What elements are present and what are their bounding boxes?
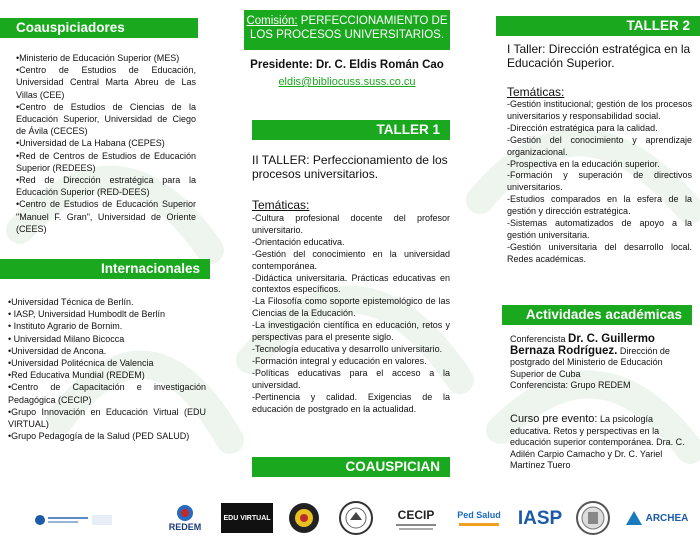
conferencista-name: Dr. C. Guillermo Bernaza Rodríguez. — [510, 333, 655, 357]
list-item: •Universidad de Ancona. — [8, 345, 107, 356]
list-item: -Gestión universitaria del desarrollo local. Redes académicas. — [507, 241, 692, 264]
conferencista-block — [510, 334, 690, 392]
list-item: -Gestión del conocimiento en la universidad contemporánea. — [252, 248, 450, 271]
list-item: -La investigación científica en educación, retos y perspectivas para el presente siglo. — [252, 320, 450, 343]
list-item: -Didáctica universitaria. Prácticas educativas en contextos específicos. — [252, 272, 450, 295]
iasp-logo: IASP — [517, 508, 563, 529]
actividades-academicas-heading: Actividades académicas — [502, 305, 692, 325]
cecip-logo: CECIP — [392, 503, 440, 535]
list-item: •Red Educativa Mundial (REDEM) — [8, 370, 145, 381]
list-item: -Políticas educativas para el acceso a la universidad. — [252, 367, 450, 390]
coauspician-heading: COAUSPICIAN — [252, 457, 450, 477]
tematicas-heading: Temáticas: — [507, 85, 565, 99]
list-item: -Prospectiva en la educación superior. — [507, 158, 660, 169]
internacionales-list — [8, 296, 206, 442]
list-item: • Instituto Agrario de Bornim. — [8, 321, 123, 332]
tematicas-list — [252, 213, 450, 415]
list-item: -Cultura profesional docente del profesor universitario. — [252, 213, 450, 235]
list-item: • IASP, Universidad Humbodlt de Berlín — [8, 309, 166, 320]
comision-box — [244, 10, 450, 50]
list-item: -Pertinencia y calidad. Exigencias de la educación de postgrado en la actualidad. — [252, 391, 450, 414]
circular-seal-logo — [286, 502, 322, 534]
mes-logo — [34, 511, 114, 529]
left-panel — [0, 0, 232, 495]
taller-2-heading: TALLER 2 — [496, 16, 700, 36]
list-item: -Orientación educativa. — [252, 236, 345, 247]
list-item: •Centro de Estudios de Ciencias de la Educación Superior, Universidad de Ciego de Ávila (CECES) — [16, 101, 196, 137]
list-item: •Red de Dirección estratégica para la Educación Superior (RED-DEES) — [16, 175, 196, 198]
list-item: -Gestión institucional; gestión de los procesos universitarios y responsabilidad social. — [507, 99, 692, 121]
list-item: -Formación integral y educación en valores. — [252, 355, 427, 366]
tematicas-list — [507, 99, 692, 266]
list-item: -Dirección estratégica para la calidad. — [507, 122, 658, 133]
conferencista-grupo: Conferencista: Grupo REDEM — [510, 380, 631, 390]
list-item: •Centro de Estudios de Educación Superior "Manuel F. Gran", Universidad de Oriente (CEES) — [16, 199, 196, 234]
list-item: -Sistemas automatizados de apoyo a la gestión universitaria. — [507, 218, 692, 240]
right-panel — [474, 0, 700, 495]
middle-panel — [236, 0, 468, 495]
list-item: -Tecnología educativa y desarrollo universitario. — [252, 343, 443, 354]
curso-pre-evento-block — [510, 414, 690, 472]
email-link[interactable]: eldis@bibliocuss.suss.co.cu — [278, 76, 416, 88]
taller-1-title: II TALLER: Perfeccionamiento de los procesos universitarios. — [252, 153, 448, 181]
list-item: -La Filosofía como soporte epistemológico de las Ciencias de la Educación. — [252, 296, 450, 319]
conferencista-label: Conferencista — [510, 334, 566, 344]
list-item: •Ministerio de Educación Superior (MES) — [16, 53, 180, 63]
list-item: • Universidad Milano Bicocca — [8, 333, 125, 344]
tematicas-heading: Temáticas: — [252, 198, 310, 212]
coauspiciadores-nacionales-heading: Coauspiciadores nacionales — [0, 18, 198, 38]
curso-label: Curso pre evento: — [510, 413, 598, 425]
conferencista-desc: Dirección de postgrado del Ministerio de Educación Superior de Cuba — [510, 345, 670, 379]
comision-label: Comisión: — [246, 15, 298, 27]
taller-2-title: I Taller: Dirección estratégica en la Educación Superior. — [507, 42, 691, 70]
list-item: •Centro de Capacitación e investigación Pedagógica (CECIP) — [8, 382, 206, 405]
ped-salud-logo: Ped Salud — [454, 503, 504, 533]
list-item: •Universidad de La Habana (CEPES) — [16, 138, 165, 149]
internacionales-heading: Internacionales — [0, 259, 210, 279]
archea-logo: ARCHEA — [620, 507, 692, 529]
taller-1-heading: TALLER 1 — [252, 120, 450, 140]
list-item: -Gestión del conocimiento y aprendizaje organizacional. — [507, 134, 692, 157]
list-item: •Centro de Estudios de Educación, Universidad Central Marta Abreu de Las Villas (CEE) — [16, 65, 196, 100]
education-seal-logo — [336, 500, 376, 536]
list-item: •Red de Centros de Estudios de Educación Superior (REDEES) — [16, 150, 196, 173]
list-item: -Estudios comparados en la esfera de la gestión y dirección estratégica. — [507, 194, 692, 217]
list-item: •Universidad Politécnica de Valencia — [8, 358, 154, 369]
presidente: Presidente: Dr. C. Eldis Román Cao — [250, 59, 444, 71]
list-item: •Grupo Innovación en Educación Virtual (EDU VIRTUAL) — [8, 406, 206, 430]
university-seal-logo — [576, 498, 610, 538]
curso-desc: La psicología educativa. Retos y perspectivas en la educación superior contemporánea. Dra. C. Adilén Carpio Camacho y Dr. C. Yariel Martínez Tuero — [510, 414, 685, 470]
list-item: -Formación y superación de directivos universitarios. — [507, 170, 692, 193]
sponsor-logo-strip — [0, 497, 700, 558]
edu-virtual-logo: EDU VIRTUAL — [221, 503, 273, 533]
list-item: •Grupo Pedagogía de la Salud (PED SALUD) — [8, 431, 190, 442]
nacionales-list — [16, 52, 196, 235]
redem-logo: REDEM — [162, 501, 208, 535]
list-item: •Universidad Técnica de Berlín. — [8, 297, 134, 307]
comision-title: PERFECCIONAMIENTO DE LOS PROCESOS UNIVERSITARIOS. — [249, 15, 448, 41]
